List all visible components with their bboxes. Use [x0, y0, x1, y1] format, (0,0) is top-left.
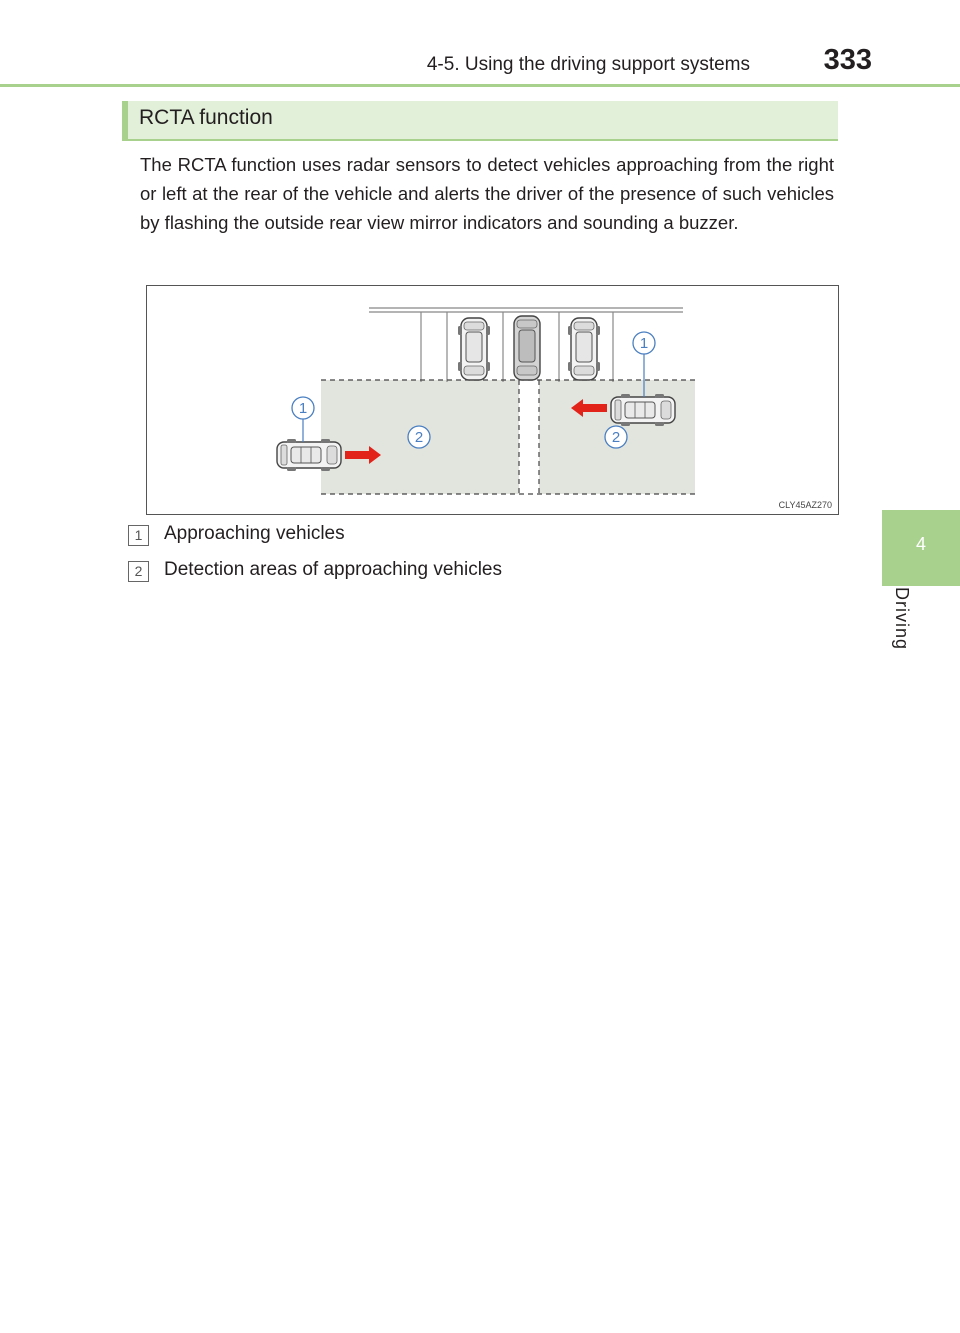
legend-item — [128, 523, 728, 549]
own-vehicle — [514, 316, 540, 380]
legend-label: Approaching vehicles — [164, 523, 345, 544]
rcta-diagram — [147, 286, 839, 515]
parked-car-right — [568, 318, 600, 380]
legend-number: 1 — [128, 525, 149, 546]
legend-number: 2 — [128, 561, 149, 582]
callout-approaching-right: 1 — [639, 335, 649, 352]
parked-car-left — [458, 318, 490, 380]
approaching-car-left — [277, 439, 341, 471]
running-header: 4-5. Using the driving support systems — [426, 54, 750, 75]
chapter-number: 4 — [915, 534, 926, 554]
chapter-label: Driving — [892, 587, 912, 651]
chapter-tab — [882, 510, 960, 586]
callout-area-right: 2 — [611, 429, 621, 446]
header-rule — [0, 84, 960, 87]
legend-label: Detection areas of approaching vehicles — [164, 559, 502, 580]
rcta-illustration — [146, 285, 839, 515]
section-heading-bar — [122, 101, 838, 141]
figure-code: CLY45AZ270 — [778, 500, 832, 510]
callout-approaching-left: 1 — [298, 400, 308, 417]
section-body: The RCTA function uses radar sensors to detect vehicles approaching from the right or left at the rear of the vehicle and alerts the driver of the presence of such vehicles by flashing the outside rear view mirror indicators and sounding a buzzer. — [140, 154, 834, 233]
callout-area-left: 2 — [414, 429, 424, 446]
legend-item — [128, 559, 728, 585]
section-title: RCTA function — [139, 106, 273, 129]
approaching-car-right — [611, 394, 675, 426]
page-number: 333 — [823, 44, 872, 76]
